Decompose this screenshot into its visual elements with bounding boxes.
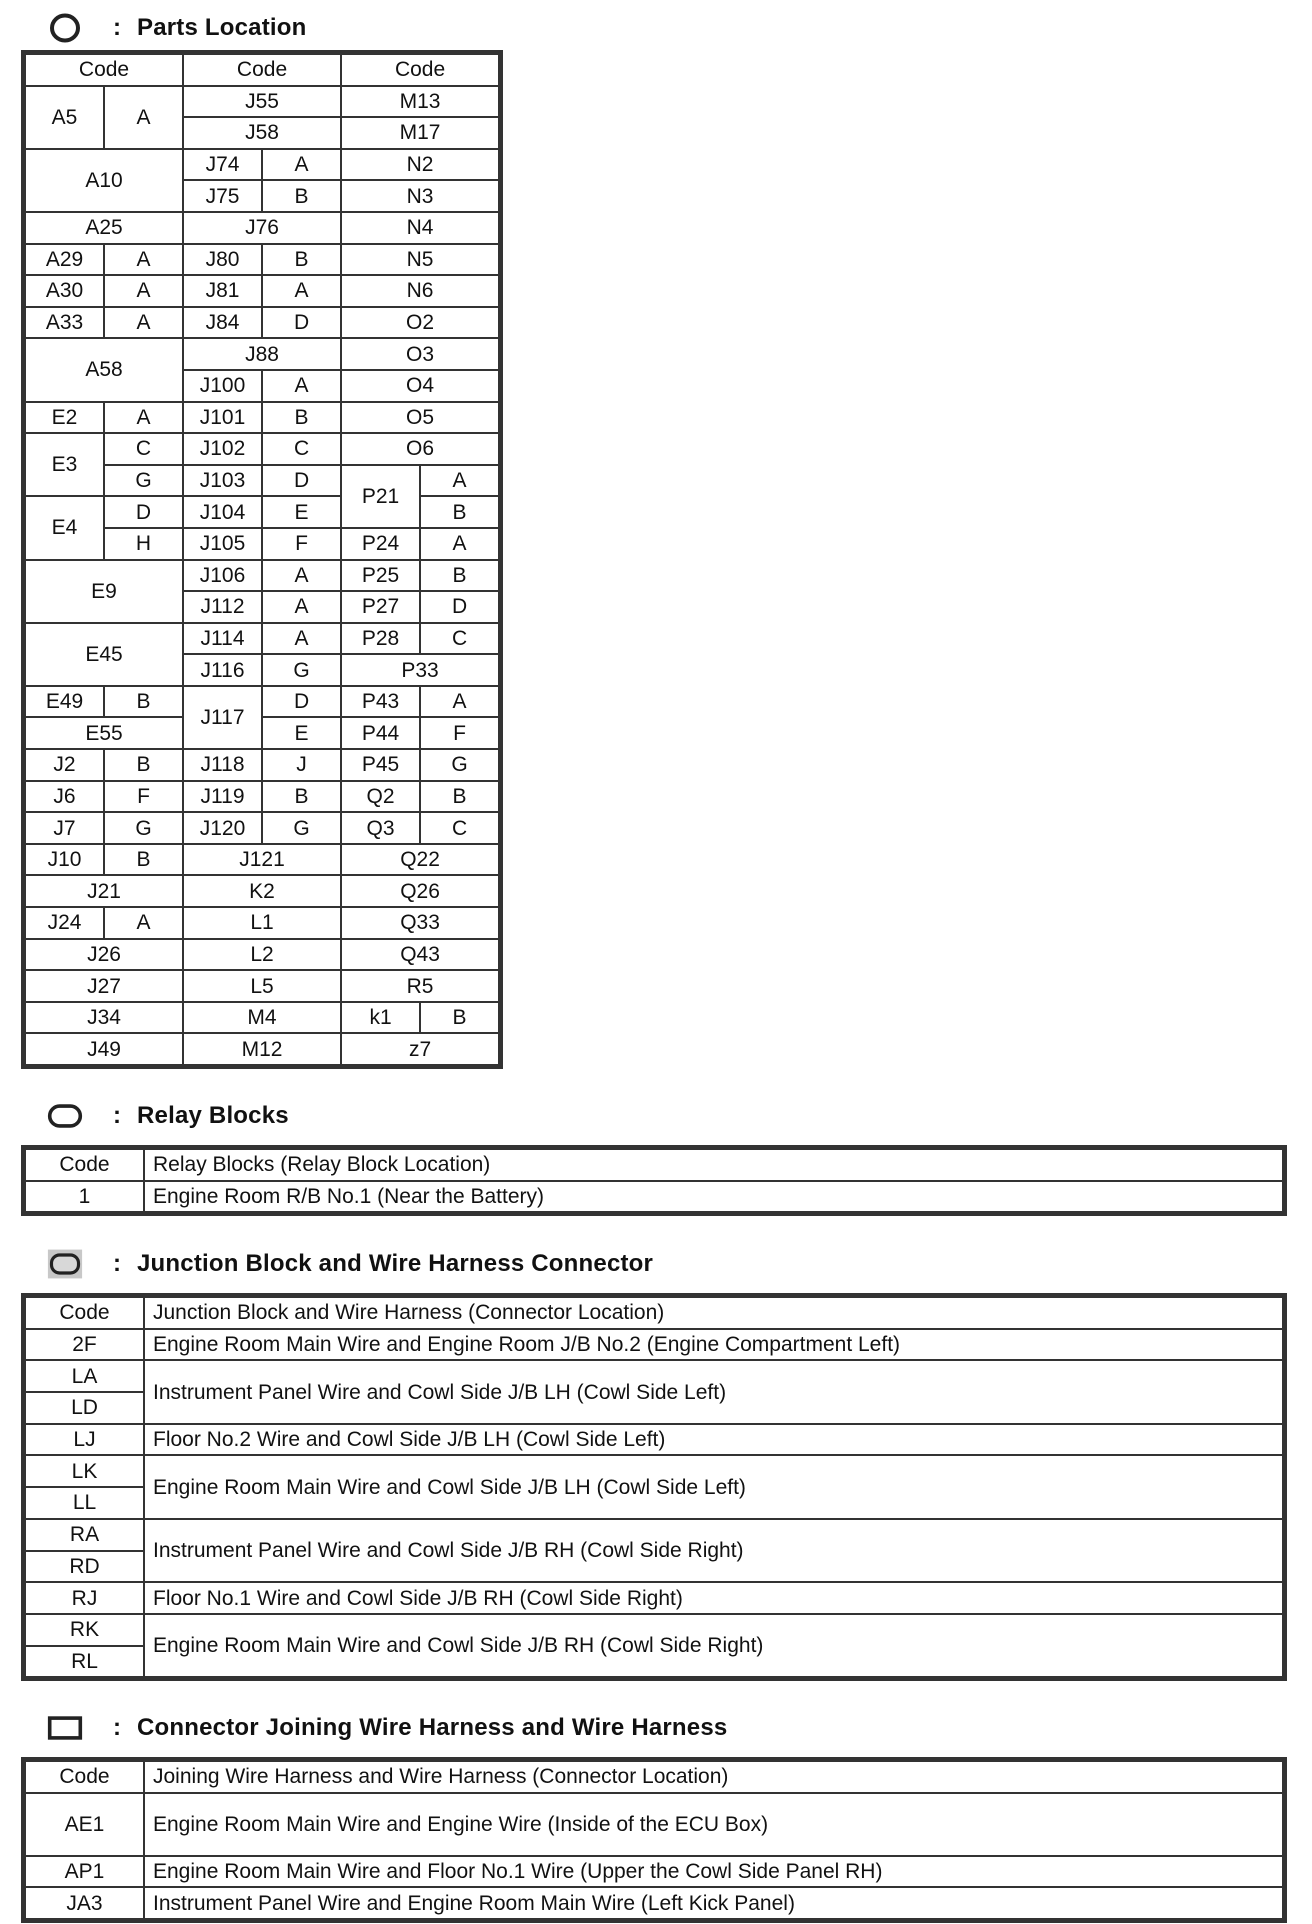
description-cell: Instrument Panel Wire and Engine Room Main Wire (Left Kick Panel) [144,1887,1283,1919]
table-cell: B [262,781,341,813]
table-cell: P24 [341,528,420,560]
table-row [25,86,499,118]
table-cell: J58 [183,117,341,149]
rectangle-symbol-icon [47,1713,83,1743]
table-cell: Q33 [341,907,499,939]
table-cell: A [104,244,183,276]
table-cell: A [104,275,183,307]
table-cell: J119 [183,781,262,813]
header-cell: Joining Wire Harness and Wire Harness (Connector Location) [144,1761,1283,1793]
table-row [25,338,499,370]
table-row [25,402,499,434]
table-cell: J112 [183,591,262,623]
rounded-rect-symbol-icon [47,1101,83,1131]
table-cell: D [262,307,341,339]
table-cell: O4 [341,370,499,402]
table-cell: J114 [183,623,262,655]
table-cell: J34 [25,1002,183,1034]
table-cell: B [420,1002,499,1034]
table-row [25,844,499,876]
table-cell: A5 [25,86,104,149]
table-row [25,1856,1283,1888]
table-header-row [25,1149,1283,1181]
table-cell: J24 [25,907,104,939]
table-cell: J81 [183,275,262,307]
table-cell: B [104,686,183,718]
table-row [25,1582,1283,1614]
table-cell: D [420,591,499,623]
table-cell: J103 [183,465,262,497]
junction-block-heading [47,1246,653,1282]
table-cell: A33 [25,307,104,339]
table-cell: A [104,307,183,339]
table-cell: E [262,496,341,528]
table-row [25,1424,1283,1456]
table-cell: Q22 [341,844,499,876]
description-cell: Floor No.1 Wire and Cowl Side J/B RH (Cowl Side Right) [144,1582,1283,1614]
table-cell: A [420,465,499,497]
table-cell: L2 [183,939,341,971]
header-cell: Code [25,1761,144,1793]
table-row [25,1329,1283,1361]
table-cell: A [420,686,499,718]
table-cell: E2 [25,402,104,434]
table-cell: J84 [183,307,262,339]
table-cell: E3 [25,433,104,496]
table-row [25,939,499,971]
header-cell: Code [25,1149,144,1181]
code-cell: RD [25,1551,144,1583]
header-cell: Code [25,54,183,86]
table-cell: A [420,528,499,560]
table-row [25,970,499,1002]
description-cell: Engine Room Main Wire and Floor No.1 Wire (Upper the Cowl Side Panel RH) [144,1856,1283,1888]
table-row [25,749,499,781]
code-cell: RJ [25,1582,144,1614]
relay-blocks-table [24,1148,1284,1213]
table-cell: P27 [341,591,420,623]
table-row [25,1614,1283,1646]
code-cell: RA [25,1519,144,1551]
header-cell: Junction Block and Wire Harness (Connector Location) [144,1297,1283,1329]
code-cell: RL [25,1646,144,1678]
section-title: Junction Block and Wire Harness Connector [137,1250,654,1277]
header-cell: Code [183,54,341,86]
table-cell: C [262,433,341,465]
relay-blocks-heading [47,1098,289,1134]
table-cell: J88 [183,338,341,370]
table-cell: J7 [25,812,104,844]
table-cell: A [262,149,341,181]
table-cell: L1 [183,907,341,939]
table-row [25,875,499,907]
code-cell: JA3 [25,1887,144,1919]
table-cell: B [262,244,341,276]
shaded-rounded-rect-symbol-icon [47,1249,83,1279]
description-cell: Instrument Panel Wire and Cowl Side J/B RH (Cowl Side Right) [144,1519,1283,1582]
table-cell: N6 [341,275,499,307]
table-cell: E49 [25,686,104,718]
code-cell: 1 [25,1181,144,1213]
description-cell: Instrument Panel Wire and Cowl Side J/B LH (Cowl Side Left) [144,1360,1283,1423]
table-cell: J27 [25,970,183,1002]
table-cell: J105 [183,528,262,560]
table-cell: Q26 [341,875,499,907]
table-cell: F [262,528,341,560]
table-cell: P21 [341,465,420,528]
heading-colon: : [113,1102,121,1129]
table-cell: J74 [183,149,262,181]
table-cell: N5 [341,244,499,276]
table-cell: J55 [183,86,341,118]
table-cell: G [104,465,183,497]
junction-block-table [24,1296,1284,1678]
table-header-row [25,54,499,86]
table-cell: A25 [25,212,183,244]
table-row [25,149,499,181]
table-header-row [25,1297,1283,1329]
table-cell: B [104,749,183,781]
code-cell: 2F [25,1329,144,1361]
table-cell: D [104,496,183,528]
table-cell: Q2 [341,781,420,813]
parts-location-table [24,53,500,1066]
section-title: Connector Joining Wire Harness and Wire Harness [137,1714,728,1741]
table-cell: J116 [183,654,262,686]
table-row [25,1519,1283,1551]
table-cell: E [262,717,341,749]
table-row [25,623,499,655]
table-row [25,433,499,465]
table-cell: J26 [25,939,183,971]
table-cell: G [420,749,499,781]
description-cell: Engine Room Main Wire and Engine Room J/B No.2 (Engine Compartment Left) [144,1329,1283,1361]
table-cell: k1 [341,1002,420,1034]
table-cell: J10 [25,844,104,876]
code-cell: LJ [25,1424,144,1456]
code-cell: AE1 [25,1793,144,1856]
section-title: Parts Location [137,14,307,41]
heading-colon: : [113,1714,121,1741]
table-row [25,812,499,844]
section-title: Relay Blocks [137,1102,289,1129]
table-cell: z7 [341,1033,499,1065]
table-cell: J101 [183,402,262,434]
header-cell: Code [341,54,499,86]
table-cell: D [262,465,341,497]
table-cell: E4 [25,496,104,559]
heading-colon: : [113,14,121,41]
table-cell: E9 [25,560,183,623]
description-cell: Engine Room R/B No.1 (Near the Battery) [144,1181,1283,1213]
table-cell: O6 [341,433,499,465]
table-cell: C [104,433,183,465]
table-cell: J [262,749,341,781]
table-row [25,781,499,813]
table-cell: A [104,86,183,149]
table-cell: C [420,812,499,844]
table-cell: Q3 [341,812,420,844]
table-cell: O3 [341,338,499,370]
table-row [25,560,499,592]
code-cell: RK [25,1614,144,1646]
table-cell: J121 [183,844,341,876]
table-row [25,1455,1283,1487]
code-cell: LL [25,1487,144,1519]
code-cell: LA [25,1360,144,1392]
table-cell: F [420,717,499,749]
table-cell: M13 [341,86,499,118]
table-cell: J49 [25,1033,183,1065]
code-cell: LD [25,1392,144,1424]
table-cell: B [420,781,499,813]
table-row [25,1033,499,1065]
table-cell: A [262,370,341,402]
table-cell: J100 [183,370,262,402]
table-cell: A30 [25,275,104,307]
table-row [25,1181,1283,1213]
table-cell: E45 [25,623,183,686]
table-cell: J118 [183,749,262,781]
table-cell: P44 [341,717,420,749]
table-cell: J104 [183,496,262,528]
table-cell: R5 [341,970,499,1002]
table-cell: A [104,402,183,434]
table-cell: L5 [183,970,341,1002]
table-cell: A [104,907,183,939]
code-cell: AP1 [25,1856,144,1888]
table-cell: A [262,623,341,655]
table-cell: Q43 [341,939,499,971]
table-cell: H [104,528,183,560]
table-cell: A [262,591,341,623]
table-cell: M17 [341,117,499,149]
description-cell: Engine Room Main Wire and Engine Wire (Inside of the ECU Box) [144,1793,1283,1856]
table-cell: J6 [25,781,104,813]
table-cell: M4 [183,1002,341,1034]
table-cell: B [262,402,341,434]
table-row [25,907,499,939]
code-cell: LK [25,1455,144,1487]
table-cell: A29 [25,244,104,276]
connector-joining-table [24,1760,1284,1920]
description-cell: Engine Room Main Wire and Cowl Side J/B LH (Cowl Side Left) [144,1455,1283,1518]
table-cell: J75 [183,180,262,212]
table-cell: N3 [341,180,499,212]
table-cell: J2 [25,749,104,781]
table-row [25,1887,1283,1919]
table-cell: O2 [341,307,499,339]
table-row [25,1002,499,1034]
table-row [25,212,499,244]
header-cell: Relay Blocks (Relay Block Location) [144,1149,1283,1181]
table-cell: G [262,654,341,686]
circle-symbol-icon [47,13,83,43]
table-cell: M12 [183,1033,341,1065]
table-cell: N2 [341,149,499,181]
table-cell: J117 [183,686,262,749]
table-cell: A [262,275,341,307]
table-cell: O5 [341,402,499,434]
table-row [25,1793,1283,1856]
table-header-row [25,1761,1283,1793]
table-cell: P28 [341,623,420,655]
table-cell: G [104,812,183,844]
table-cell: B [420,560,499,592]
table-cell: A10 [25,149,183,212]
table-cell: K2 [183,875,341,907]
table-cell: D [262,686,341,718]
table-cell: J106 [183,560,262,592]
description-cell: Floor No.2 Wire and Cowl Side J/B LH (Cowl Side Left) [144,1424,1283,1456]
table-cell: A58 [25,338,183,401]
table-cell: B [104,844,183,876]
description-cell: Engine Room Main Wire and Cowl Side J/B RH (Cowl Side Right) [144,1614,1283,1677]
table-cell: B [420,496,499,528]
table-cell: J102 [183,433,262,465]
table-cell: A [262,560,341,592]
table-cell: P25 [341,560,420,592]
parts-location-heading [47,10,307,46]
heading-colon: : [113,1250,121,1277]
table-cell: N4 [341,212,499,244]
table-cell: P33 [341,654,499,686]
table-cell: P45 [341,749,420,781]
table-cell: E55 [25,717,183,749]
table-cell: C [420,623,499,655]
table-row [25,717,499,749]
table-cell: G [262,812,341,844]
table-row [25,496,499,528]
table-row [25,1360,1283,1392]
table-row [25,307,499,339]
table-cell: J21 [25,875,183,907]
header-cell: Code [25,1297,144,1329]
table-row [25,686,499,718]
table-cell: J76 [183,212,341,244]
table-cell: J120 [183,812,262,844]
table-cell: J80 [183,244,262,276]
connector-joining-heading [47,1710,727,1746]
table-row [25,275,499,307]
table-row [25,244,499,276]
table-cell: F [104,781,183,813]
table-cell: P43 [341,686,420,718]
table-cell: B [262,180,341,212]
